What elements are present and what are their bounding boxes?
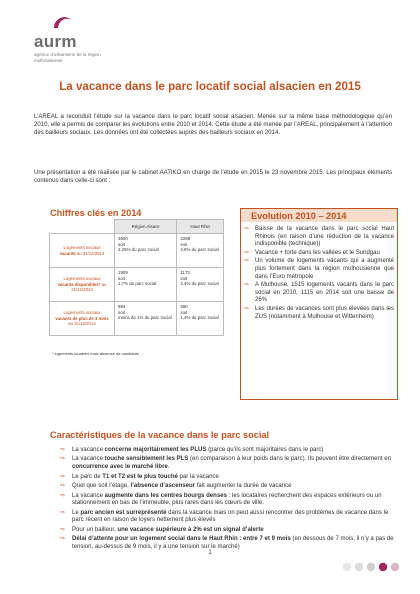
arrow-bullet-icon: ⇨ (60, 473, 66, 480)
table-footnote: * logements louables mais absence de candidats (52, 351, 139, 356)
cell-haut-rhin: 690 soit 1,4% du parc social (177, 302, 224, 336)
key-figures-title: Chiffres clés en 2014 (50, 208, 142, 218)
list-item: ⇨ Un volume de logements vacants qui a augmenté plus fortement dans la région mulhousienne que dans l’Euro métropole (244, 258, 394, 280)
intro-paragraph-2: Une présentation a été réalisée par le cabinet AATIKO en charge de l’étude en 2015 le 23 novembre 2015. Les principaux éléments contenus dans celle-ci sont : (34, 170, 392, 184)
list-item: ⇨ Les durées de vacances sont plus élevées dans les ZUS (notamment à Mulhouse et Wittenheim) (244, 305, 394, 320)
arrow-bullet-icon: ⇨ (244, 249, 250, 256)
table-row (50, 234, 224, 268)
decorative-dots-icon (341, 560, 401, 574)
list-item: ⇨ Quel que soit l’étage, l’absence d’ascenseur fait augmenter la durée de vacance (60, 483, 292, 490)
list-item: ⇨ La vacance concerne majoritairement les PLUS (parce qu’ils sont majoritaires dans le parc) (60, 447, 324, 453)
key-figures-table (49, 219, 224, 336)
logo-tagline: agence d’urbanisme de la région mulhousienne (34, 52, 101, 63)
arrow-bullet-icon: ⇨ (60, 483, 66, 490)
arrow-bullet-icon: ⇨ (60, 447, 66, 453)
list-item: ⇨ Baisse de la vacance dans le parc social Haut Rhinois (en raison d’une réduction de la vacance indisponible (technique)) (244, 226, 394, 248)
arrow-bullet-icon: ⇨ (60, 456, 66, 463)
logo-wordmark: aurm (34, 32, 77, 51)
row-label: Logements sociaux vacants de plus de 3 mois au 31/12/2014 (50, 302, 115, 336)
table-row (50, 268, 224, 302)
row-label: Logements sociaux vacants au 31/12/2014 (50, 234, 115, 268)
row-label: Logements sociaux vacants disponibles* au 31/12/2014 (50, 268, 115, 302)
table-row (50, 302, 224, 336)
arrow-bullet-icon: ⇨ (244, 282, 250, 289)
arrow-bullet-icon: ⇨ (60, 492, 66, 499)
evolution-list (244, 226, 394, 322)
evolution-title: Evolution 2010 – 2014 (251, 211, 347, 221)
col-header-alsace: Région Alsace (115, 220, 177, 234)
evolution-box (240, 208, 398, 400)
table-corner (50, 220, 115, 234)
cell-alsace: 3600 soit 3,25% du parc social (115, 234, 177, 268)
cell-alsace: 984 soit moins de 1% du parc social (115, 302, 177, 336)
cell-haut-rhin: 1173 soit 2,4% du parc social (177, 268, 224, 302)
cell-alsace: 1909 soit 1,7% du parc social (115, 268, 177, 302)
list-item: ⇨ Vacance + forte dans les vallées et le Sundgau (244, 249, 380, 256)
arrow-bullet-icon: ⇨ (244, 258, 250, 265)
intro-paragraph-1: L’AREAL a reconduit l’étude sur la vacance dans le parc locatif social alsacien. Menée sur la même base méthodologique qu’en 2010, elle a permis de comparer les évolutions entre 2010 et 2014. Cette étude a été menée par l’AREAL, principalement à l’attention des bailleurs sociaux. Les données ont été collectées auprès des bailleurs sociaux en 2014. (34, 114, 392, 136)
cell-haut-rhin: 2288 soit 4,6% du parc social (177, 234, 224, 268)
evolution-header (241, 209, 397, 222)
arrow-bullet-icon: ⇨ (60, 509, 66, 516)
characteristics-title: Caractéristiques de la vacance dans le parc social (50, 430, 270, 440)
characteristics-list (58, 447, 394, 553)
list-item: ⇨ La vacance touche sensiblement les PLS (en comparaison à leur poids dans le parc). Ils peuvent être directement en concurrence avec le marché libre. (60, 456, 391, 471)
list-item: ⇨ A Mulhouse, 1515 logements vacants dans le parc social en 2010, 1115 en 2014 soit une baisse de 26% (244, 282, 394, 304)
list-item: ⇨ Le parc ancien est surreprésenté dans la vacance mais on peut aussi rencontrer des problèmes de vacance dans le parc récent en raison de loyers nettement plus élevés (60, 509, 389, 524)
arrow-bullet-icon: ⇨ (60, 536, 66, 543)
logo-swirl-icon (50, 14, 74, 32)
list-item: ⇨ Délai d’attente pour un logement social dans le Haut Rhin : entre 7 et 9 mois (en dessous de 7 mois, il n’y a pas de tension, au-dessus de 9 mois, il y a une tension sur le marché) (60, 536, 394, 550)
list-item: ⇨ Le parc de T1 et T2 est le plus touché par la vacance (60, 473, 219, 480)
arrow-bullet-icon: ⇨ (244, 305, 250, 312)
arrow-bullet-icon: ⇨ (60, 526, 66, 533)
col-header-haut-rhin: Haut Rhin (177, 220, 224, 234)
list-item: ⇨ La vacance augmente dans les centres bourgs denses : les locataires recherchent des espaces extérieurs ou un stationnement en bas de l’immeuble, plus rares dans les cœurs de ville. (60, 492, 382, 507)
page-number: 1 (208, 550, 212, 556)
arrow-bullet-icon: ⇨ (244, 226, 250, 232)
document-title: La vacance dans le parc locatif social alsacien en 2015 (59, 80, 361, 93)
list-item: ⇨ Pour un bailleur, une vacance supérieure à 2% est un signal d’alerte (60, 526, 264, 533)
